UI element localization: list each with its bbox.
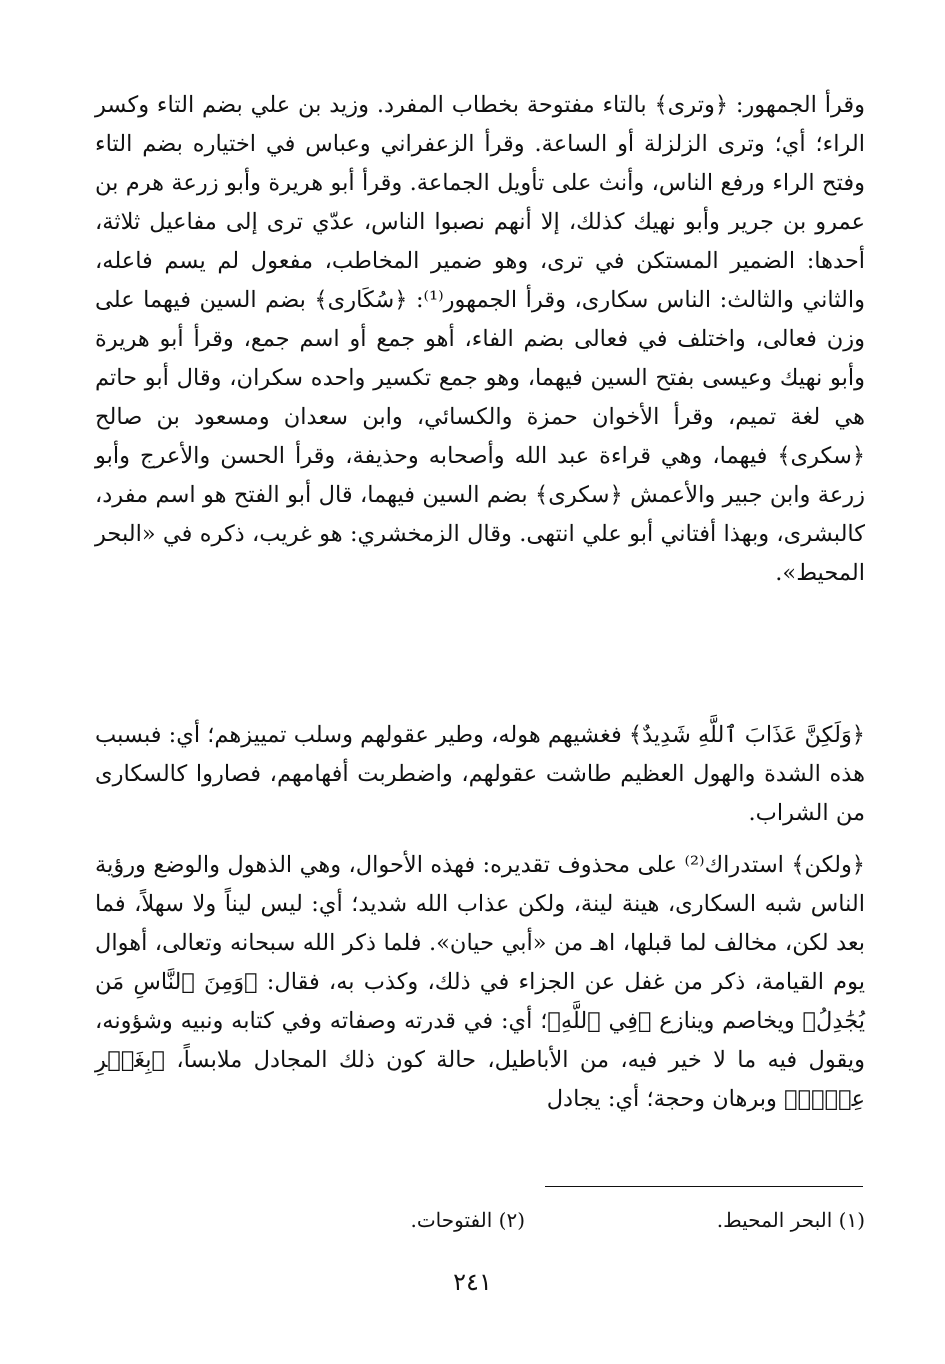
footnote-1: (١) البحر المحيط. xyxy=(716,1208,865,1232)
page-body xyxy=(95,86,865,1159)
paragraph-3: ﴿ولكن﴾ استدراك⁽²⁾ على محذوف تقديره: فهذه الأحوال، وهي الذهول والوضع ورؤية الناس شبه السكارى، هينة لينة، ولكن عذاب الله شديد؛ أي: ليس ليناً ولا سهلاً، فما بعد لكن، مخالف لما قبلها، اهـ من «أبي حيان». فلما ذكر الله سبحانه وتعالى، أهوال يوم القيامة، ذكر من غفل عن الجزاء في ذلك، وكذب به، فقال: ﴿وَمِنَ ٱلنَّاسِ مَن يُجَٰدِلُ﴾ ويخاصم وينازع ﴿فِي ٱللَّهِ﴾؛ أي: في قدرته وصفاته وفي كتابه ونبيه وشؤونه، ويقول فيه ما لا خير فيه، من الأباطيل، حالة كون ذلك المجادل ملابساً، ﴿بِغَيۡرِ عِلۡمٖ﴾ وبرهان وحجة؛ أي: يجادل xyxy=(95,852,865,1112)
footnote-divider xyxy=(545,1186,863,1187)
footnote-2: (٢) الفتوحات. xyxy=(410,1208,525,1232)
paragraph-2: ﴿وَلَكِنَّ عَذَابَ ٱللَّهِ شَدِيدٌ﴾ فغشيهم هوله، وطير عقولهم وسلب تمييزهم؛ أي: فبسبب هذه الشدة والهول العظيم طاشت عقولهم، واضطربت أفهامهم، فصاروا كالسكارى من الشراب. xyxy=(95,722,865,826)
footnotes xyxy=(95,1201,865,1239)
page-number: ٢٤١ xyxy=(453,1268,492,1296)
paragraph-1: وقرأ الجمهور: ﴿وترى﴾ بالتاء مفتوحة بخطاب المفرد. وزيد بن علي بضم التاء وكسر الراء؛ أي؛ وترى الزلزلة أو الساعة. وقرأ الزعفراني وعباس في اختياره بضم التاء وفتح الراء ورفع الناس، وأنث على تأويل الجماعة. وقرأ أبو هريرة وأبو زرعة هرم بن عمرو بن جرير وأبو نهيك كذلك، إلا أنهم نصبوا الناس، عدّي ترى إلى مفاعيل ثلاثة، أحدها: الضمير المستكن في ترى، وهو ضمير المخاطب، مفعول لم يسم فاعله، والثاني والثالث: الناس سكارى، وقرأ الجمهور⁽¹⁾: ﴿سُكَارى﴾ بضم السين فيهما على وزن فعالى، واختلف في فعالى بضم الفاء، أهو جمع أو اسم جمع، وقرأ أبو هريرة وأبو نهيك وعيسى بفتح السين فيهما، وهو جمع تكسير واحده سكران، وقال أبو حاتم هي لغة تميم، وقرأ الأخوان حمزة والكسائي، وابن سعدان ومسعود بن صالح ﴿سكرى﴾ فيهما، وهي قراءة عبد الله وأصحابه وحذيفة، وقرأ الحسن والأعرج وأبو زرعة وابن جبير والأعمش ﴿سكرى﴾ بضم السين فيهما، قال أبو الفتح هو اسم مفرد، كالبشرى، وبهذا أفتاني أبو علي انتهى. وقال الزمخشري: هو غريب، ذكره في «البحر المحيط». xyxy=(95,92,865,586)
